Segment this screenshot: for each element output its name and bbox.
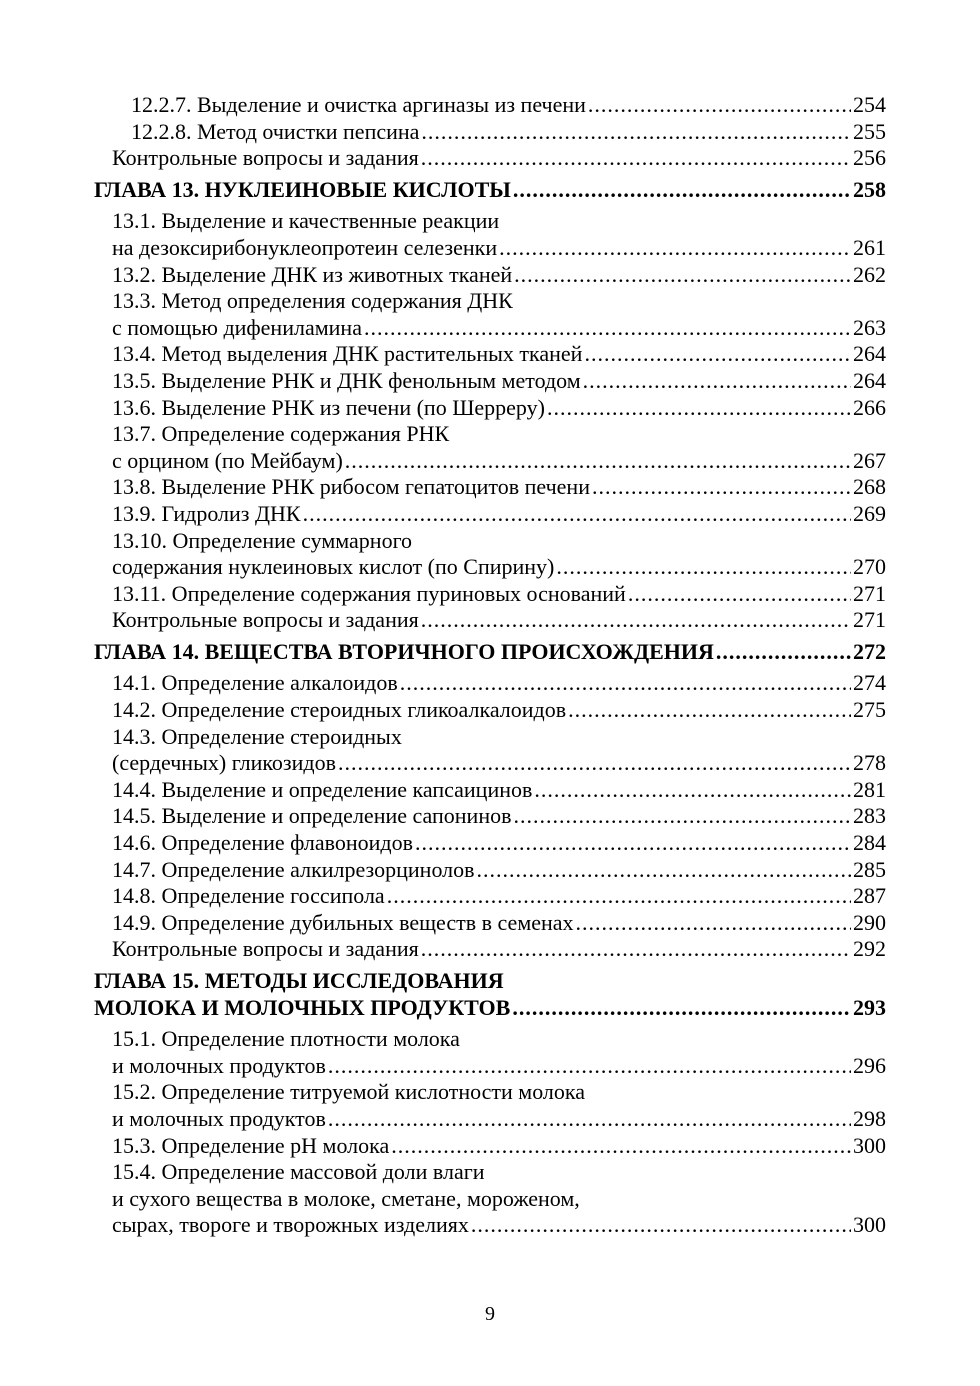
entry-row <box>94 936 886 963</box>
entry-title: 13.4. Метод выделения ДНК растительных тканей <box>112 341 583 367</box>
entry-row <box>94 474 886 501</box>
entry-page-number: 292 <box>853 936 886 962</box>
dot-leader <box>477 857 851 884</box>
entry-title-line: и сухого вещества в молоке, сметане, мороженом, <box>112 1185 580 1211</box>
entry-row <box>94 857 886 884</box>
toc-entry[interactable] <box>94 119 886 146</box>
entry-title-line: 15.4. Определение массовой доли влаги <box>112 1159 485 1185</box>
entry-title-line: ГЛАВА 15. МЕТОДЫ ИССЛЕДОВАНИЯ <box>94 968 504 993</box>
entry-title: 14.7. Определение алкилрезорцинолов <box>112 856 475 882</box>
entry-title: 13.9. Гидролиз ДНК <box>112 500 301 526</box>
toc-entry[interactable] <box>94 670 886 697</box>
entry-row <box>94 581 886 608</box>
entry-page-number: 300 <box>853 1132 886 1158</box>
entry-page-number: 264 <box>853 367 886 393</box>
toc-entry[interactable] <box>94 341 886 368</box>
toc-entry[interactable] <box>94 883 886 910</box>
entry-title: содержания нуклеиновых кислот (по Спирину) <box>112 554 555 580</box>
entry-page-number: 256 <box>853 145 886 171</box>
entry-title: сырах, твороге и творожных изделиях <box>112 1212 469 1238</box>
entry-title: с помощью дифениламина <box>112 314 362 340</box>
entry-page-number: 278 <box>853 750 886 776</box>
toc-entry[interactable] <box>94 208 886 261</box>
dot-leader <box>716 639 851 666</box>
entry-page-number: 290 <box>853 909 886 935</box>
entry-page-number: 274 <box>853 670 886 696</box>
dot-leader <box>576 910 851 937</box>
entry-title-line: 13.10. Определение суммарного <box>112 527 413 553</box>
entry-title: 14.9. Определение дубильных веществ в семенах <box>112 909 574 935</box>
toc-entry[interactable] <box>94 1159 886 1239</box>
toc-entry[interactable] <box>94 1079 886 1132</box>
dot-leader <box>471 1212 851 1239</box>
dot-leader <box>547 395 851 422</box>
entry-page-number: 271 <box>853 580 886 606</box>
dot-leader <box>583 368 851 395</box>
dot-leader <box>512 995 851 1022</box>
entry-title: 13.5. Выделение РНК и ДНК фенольным методом <box>112 367 581 393</box>
entry-title: 14.5. Выделение и определение сапонинов <box>112 803 512 829</box>
entry-row <box>94 368 886 395</box>
entry-page-number: 255 <box>853 118 886 144</box>
toc-entry[interactable] <box>94 92 886 119</box>
entry-title-line: 13.7. Определение содержания РНК <box>112 421 450 447</box>
dot-leader <box>415 830 851 857</box>
toc-entry[interactable] <box>94 145 886 172</box>
dot-leader <box>421 936 851 963</box>
toc-entry[interactable] <box>94 830 886 857</box>
toc-entry[interactable] <box>94 607 886 634</box>
toc-entry[interactable] <box>94 1133 886 1160</box>
dot-leader <box>534 777 851 804</box>
toc-entry[interactable] <box>94 724 886 777</box>
entry-row <box>94 639 886 666</box>
dot-leader <box>556 554 851 581</box>
entry-row <box>94 1212 886 1239</box>
dot-leader <box>345 448 851 475</box>
toc-entry[interactable] <box>94 395 886 422</box>
toc-entry[interactable] <box>94 581 886 608</box>
entry-title: Контрольные вопросы и задания <box>112 936 419 962</box>
entry-row <box>94 697 886 724</box>
toc-entry[interactable] <box>94 1026 886 1079</box>
entry-row <box>94 395 886 422</box>
dot-leader <box>514 803 852 830</box>
entry-title: 14.1. Определение алкалоидов <box>112 670 398 696</box>
table-of-contents <box>94 92 886 1239</box>
entry-page-number: 296 <box>853 1052 886 1078</box>
entry-page-number: 254 <box>853 92 886 117</box>
entry-row <box>94 830 886 857</box>
dot-leader <box>584 341 851 368</box>
entry-row <box>94 1133 886 1160</box>
entry-title-line: 13.1. Выделение и качественные реакции <box>112 208 500 234</box>
entry-title: с орцином (по Мейбаум) <box>112 447 343 473</box>
entry-row <box>94 750 886 777</box>
entry-row <box>94 448 886 475</box>
entry-title-line: 13.3. Метод определения содержания ДНК <box>112 288 513 314</box>
entry-title: 14.8. Определение госсипола <box>112 883 385 909</box>
dot-leader <box>588 92 851 119</box>
entry-page-number: 262 <box>853 261 886 287</box>
dot-leader <box>568 697 851 724</box>
entry-title-line: 15.2. Определение титруемой кислотности молока <box>112 1079 586 1105</box>
entry-title: 15.3. Определение рН молока <box>112 1132 390 1158</box>
toc-entry[interactable] <box>94 528 886 581</box>
entry-page-number: 284 <box>853 830 886 856</box>
entry-page-number: 258 <box>853 176 886 202</box>
chapter-entry[interactable] <box>94 177 886 204</box>
toc-entry[interactable] <box>94 936 886 963</box>
entry-title: МОЛОКА И МОЛОЧНЫХ ПРОДУКТОВ <box>94 994 511 1020</box>
entry-row <box>94 501 886 528</box>
dot-leader <box>303 501 851 528</box>
toc-entry[interactable] <box>94 474 886 501</box>
entry-title: ГЛАВА 13. НУКЛЕИНОВЫЕ КИСЛОТЫ <box>94 176 511 202</box>
entry-page-number: 272 <box>853 638 886 664</box>
toc-entry[interactable] <box>94 910 886 937</box>
entry-row <box>94 995 886 1022</box>
entry-title: 14.2. Определение стероидных гликоалкалоидов <box>112 697 567 723</box>
toc-entry[interactable] <box>94 421 886 474</box>
entry-title: и молочных продуктов <box>112 1052 326 1078</box>
entry-page-number: 271 <box>853 607 886 633</box>
entry-row <box>94 119 886 146</box>
entry-row <box>94 910 886 937</box>
entry-title: 13.6. Выделение РНК из печени (по Шерреру) <box>112 394 545 420</box>
entry-page-number: 261 <box>853 234 886 260</box>
entry-row <box>94 803 886 830</box>
entry-title: Контрольные вопросы и задания <box>112 145 419 171</box>
entry-row <box>94 670 886 697</box>
toc-entry[interactable] <box>94 368 886 395</box>
entry-page-number: 281 <box>853 776 886 802</box>
dot-leader <box>514 262 851 289</box>
entry-row <box>94 177 886 204</box>
entry-title: 13.2. Выделение ДНК из животных тканей <box>112 261 513 287</box>
entry-page-number: 285 <box>853 856 886 882</box>
entry-page-number: 275 <box>853 697 886 723</box>
dot-leader <box>391 1133 851 1160</box>
dot-leader <box>328 1053 851 1080</box>
dot-leader <box>400 670 851 697</box>
entry-row <box>94 145 886 172</box>
toc-entry[interactable] <box>94 262 886 289</box>
entry-page-number: 287 <box>853 883 886 909</box>
chapter-entry[interactable] <box>94 968 886 1021</box>
toc-entry[interactable] <box>94 288 886 341</box>
entry-page-number: 283 <box>853 803 886 829</box>
entry-page-number: 268 <box>853 474 886 500</box>
entry-row <box>94 235 886 262</box>
entry-page-number: 300 <box>853 1212 886 1238</box>
entry-page-number: 263 <box>853 314 886 340</box>
dot-leader <box>338 750 851 777</box>
entry-title-line: 14.3. Определение стероидных <box>112 723 402 749</box>
dot-leader <box>387 883 851 910</box>
entry-row <box>94 1053 886 1080</box>
entry-page-number: 264 <box>853 341 886 367</box>
dot-leader <box>421 145 851 172</box>
entry-title: и молочных продуктов <box>112 1105 326 1131</box>
entry-title: 13.11. Определение содержания пуриновых оснований <box>112 580 626 606</box>
entry-row <box>94 883 886 910</box>
toc-entry[interactable] <box>94 857 886 884</box>
entry-page-number: 293 <box>853 994 886 1020</box>
entry-page-number: 269 <box>853 500 886 526</box>
toc-entry[interactable] <box>94 803 886 830</box>
entry-row <box>94 262 886 289</box>
entry-page-number: 266 <box>853 394 886 420</box>
chapter-entry[interactable] <box>94 639 886 666</box>
toc-entry[interactable] <box>94 697 886 724</box>
entry-row <box>94 777 886 804</box>
toc-entry[interactable] <box>94 777 886 804</box>
entry-title: на дезоксирибонуклеопротеин селезенки <box>112 234 498 260</box>
entry-row <box>94 1106 886 1133</box>
dot-leader <box>421 607 851 634</box>
entry-title: 13.8. Выделение РНК рибосом гепатоцитов печени <box>112 474 590 500</box>
entry-title: 12.2.8. Метод очистки пепсина <box>131 118 420 144</box>
entry-title: 14.6. Определение флавоноидов <box>112 830 413 856</box>
entry-title: ГЛАВА 14. ВЕЩЕСТВА ВТОРИЧНОГО ПРОИСХОЖДЕНИЯ <box>94 638 714 664</box>
entry-page-number: 298 <box>853 1105 886 1131</box>
entry-title: 12.2.7. Выделение и очистка аргиназы из печени <box>131 92 586 117</box>
entry-title: Контрольные вопросы и задания <box>112 607 419 633</box>
toc-entry[interactable] <box>94 501 886 528</box>
entry-row <box>94 554 886 581</box>
entry-row <box>94 92 886 119</box>
entry-row <box>94 607 886 634</box>
dot-leader <box>328 1106 851 1133</box>
dot-leader <box>592 474 851 501</box>
entry-row <box>94 341 886 368</box>
dot-leader <box>628 581 851 608</box>
dot-leader <box>499 235 851 262</box>
entry-page-number: 267 <box>853 447 886 473</box>
dot-leader <box>421 119 851 146</box>
entry-title-line: 15.1. Определение плотности молока <box>112 1026 460 1052</box>
entry-row <box>94 315 886 342</box>
dot-leader <box>364 315 851 342</box>
entry-title: (сердечных) гликозидов <box>112 750 336 776</box>
entry-page-number: 270 <box>853 554 886 580</box>
page-number: 9 <box>485 1303 495 1325</box>
entry-title: 14.4. Выделение и определение капсаицинов <box>112 776 533 802</box>
dot-leader <box>513 177 851 204</box>
